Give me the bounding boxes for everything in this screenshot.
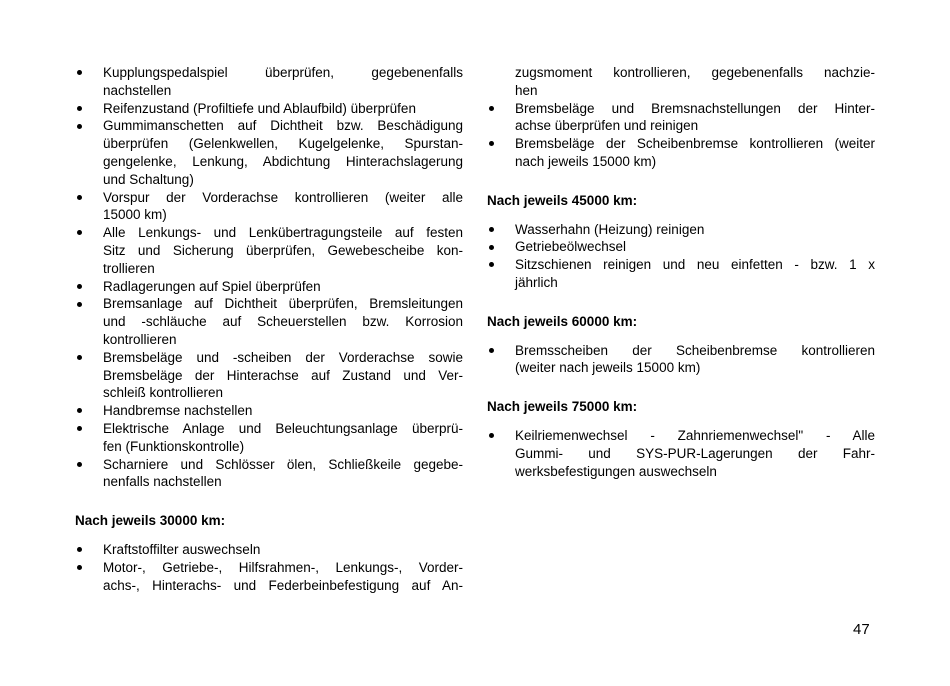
- item-text: [515, 100, 875, 136]
- text-line: Kupplungspedalspiel überprüfen, gegebenenfalls: [103, 65, 463, 80]
- list-item: [487, 100, 875, 136]
- list-item: [75, 349, 463, 402]
- text-line: Sitzschienen reinigen und neu einfetten - bzw. 1 x: [515, 257, 875, 273]
- list-item: [487, 238, 875, 256]
- item-text: [103, 541, 463, 559]
- list-item: [75, 559, 463, 595]
- text-line: Keilriemenwechsel - Zahnriemenwechsel" - Alle: [515, 427, 875, 443]
- list-item: [75, 64, 463, 100]
- list-item: [75, 456, 463, 492]
- bullet-list: [75, 64, 463, 491]
- item-text: [103, 559, 463, 595]
- text-line: Wasserhahn (Heizung) reinigen: [515, 221, 705, 237]
- bullet-icon: [77, 124, 82, 129]
- item-text: [103, 420, 463, 456]
- list-item: [487, 342, 875, 378]
- bullet-icon: [77, 106, 82, 111]
- text-line: Handbremse nachstellen: [103, 403, 253, 419]
- list-item: [75, 295, 463, 348]
- text-line: überprüfen (Gelenkwellen, Kugelgelenke, Spurstan-: [103, 136, 463, 152]
- bullet-icon: [77, 408, 82, 413]
- text-line: Motor-, Getriebe-, Hilfsrahmen-, Lenkungs-, Vorder-: [103, 559, 463, 575]
- list-item: [75, 402, 463, 420]
- item-text: [103, 295, 463, 348]
- text-line: Gummi- und SYS-PUR-Lagerungen der Fahr-: [515, 445, 875, 461]
- bullet-icon: [77, 70, 82, 75]
- bullet-list: [75, 541, 463, 594]
- item-text: [103, 100, 463, 118]
- section-heading: Nach jeweils 75000 km:: [487, 399, 638, 415]
- bullet-icon: [489, 433, 494, 438]
- list-item: [75, 224, 463, 277]
- text-line: Bremsbeläge und -scheiben der Vorderachse sowie: [103, 349, 463, 365]
- list-item: [75, 541, 463, 559]
- item-text: [103, 349, 463, 402]
- continued-item: [487, 64, 875, 100]
- bullet-icon: [77, 462, 82, 467]
- bullet-icon: [489, 262, 494, 267]
- item-text: [103, 64, 463, 100]
- text-line: Reifenzustand (Profiltiefe und Ablaufbild) überprüfen: [103, 100, 416, 116]
- list-item: [487, 221, 875, 239]
- bullet-icon: [77, 302, 82, 307]
- item-text: [515, 64, 875, 100]
- text-line: (weiter nach jeweils 15000 km): [515, 360, 701, 376]
- item-text: [515, 238, 875, 256]
- item-text: [103, 402, 463, 420]
- bullet-icon: [77, 355, 82, 360]
- text-line: Bremsscheiben der Scheibenbremse kontrollieren: [515, 342, 875, 358]
- item-text: [103, 117, 463, 188]
- list-item: [75, 189, 463, 225]
- bullet-icon: [77, 230, 82, 235]
- section-heading: Nach jeweils 30000 km:: [75, 513, 226, 529]
- list-item: [487, 256, 875, 292]
- text-line: achs-, Hinterachs- und Federbeinbefestigung auf An-: [103, 577, 463, 593]
- text-line: Bremsanlage auf Dichtheit überprüfen, Bremsleitungen: [103, 296, 463, 312]
- bullet-icon: [77, 547, 82, 552]
- two-column-layout: [75, 64, 875, 594]
- bullet-list: [487, 427, 875, 480]
- text-line: Vorspur der Vorderachse kontrollieren (weiter alle: [103, 189, 463, 205]
- bullet-icon: [77, 426, 82, 431]
- text-line: werksbefestigungen auswechseln: [515, 463, 717, 479]
- text-line: achse überprüfen und reinigen: [515, 118, 699, 134]
- item-text: [515, 427, 875, 480]
- text-line: Scharniere und Schlösser ölen, Schließkeile gegebe-: [103, 456, 463, 472]
- text-line: schleiß kontrollieren: [103, 385, 224, 401]
- left-column: [75, 64, 463, 594]
- item-text: [515, 135, 875, 171]
- text-line: Elektrische Anlage und Beleuchtungsanlage überprü-: [103, 420, 463, 436]
- text-line: Bremsbeläge und Bremsnachstellungen der Hinter-: [515, 100, 875, 116]
- list-item: [75, 117, 463, 188]
- bullet-icon: [77, 195, 82, 200]
- text-line: jährlich: [515, 274, 558, 290]
- section-heading: Nach jeweils 45000 km:: [487, 192, 638, 208]
- bullet-list: [487, 64, 875, 171]
- item-text: [103, 278, 463, 296]
- text-line: und -schläuche auf Scheuerstellen bzw. Korrosion: [103, 314, 463, 330]
- list-item: [487, 135, 875, 171]
- item-text: [515, 342, 875, 378]
- list-item: [75, 100, 463, 118]
- text-line: Alle Lenkungs- und Lenkübertragungsteile auf festen: [103, 225, 463, 241]
- text-line: trollieren: [103, 260, 155, 276]
- text-line: 15000 km): [103, 207, 167, 223]
- text-line: Bremsbeläge der Hinterachse auf Zustand und Ver-: [103, 367, 463, 383]
- bullet-list: [487, 221, 875, 292]
- list-item: [75, 278, 463, 296]
- bullet-icon: [489, 106, 494, 111]
- bullet-icon: [77, 284, 82, 289]
- text-line: gengelenke, Lenkung, Abdichtung Hinterachslagerung: [103, 153, 463, 169]
- item-text: [103, 189, 463, 225]
- text-line: nach jeweils 15000 km): [515, 153, 657, 169]
- item-text: [103, 224, 463, 277]
- bullet-icon: [489, 227, 494, 232]
- text-line: kontrollieren: [103, 331, 177, 347]
- page-number: 47: [853, 621, 870, 638]
- list-item: [75, 420, 463, 456]
- text-line: Getriebeölwechsel: [515, 239, 627, 255]
- text-line: zugsmoment kontrollieren, gegebenenfalls nachzie-: [515, 65, 875, 80]
- list-item: [487, 427, 875, 480]
- item-text: [515, 221, 875, 239]
- text-line: nenfalls nachstellen: [103, 474, 222, 490]
- bullet-icon: [489, 348, 494, 353]
- right-column: [487, 64, 875, 594]
- text-line: Radlagerungen auf Spiel überprüfen: [103, 278, 321, 294]
- section-heading: Nach jeweils 60000 km:: [487, 313, 638, 329]
- text-line: Gummimanschetten auf Dichtheit bzw. Beschädigung: [103, 118, 463, 134]
- bullet-icon: [77, 565, 82, 570]
- text-line: und Schaltung): [103, 171, 194, 187]
- bullet-list: [487, 342, 875, 378]
- text-line: Kraftstoffilter auswechseln: [103, 541, 261, 557]
- item-text: [103, 456, 463, 492]
- bullet-icon: [489, 245, 494, 250]
- text-line: hen: [515, 82, 538, 98]
- text-line: nachstellen: [103, 82, 172, 98]
- text-line: Sitz und Sicherung überprüfen, Gewebescheibe kon-: [103, 242, 463, 258]
- item-text: [515, 256, 875, 292]
- text-line: fen (Funktionskontrolle): [103, 438, 245, 454]
- text-line: Bremsbeläge der Scheibenbremse kontrollieren (weiter: [515, 136, 875, 152]
- bullet-icon: [489, 141, 494, 146]
